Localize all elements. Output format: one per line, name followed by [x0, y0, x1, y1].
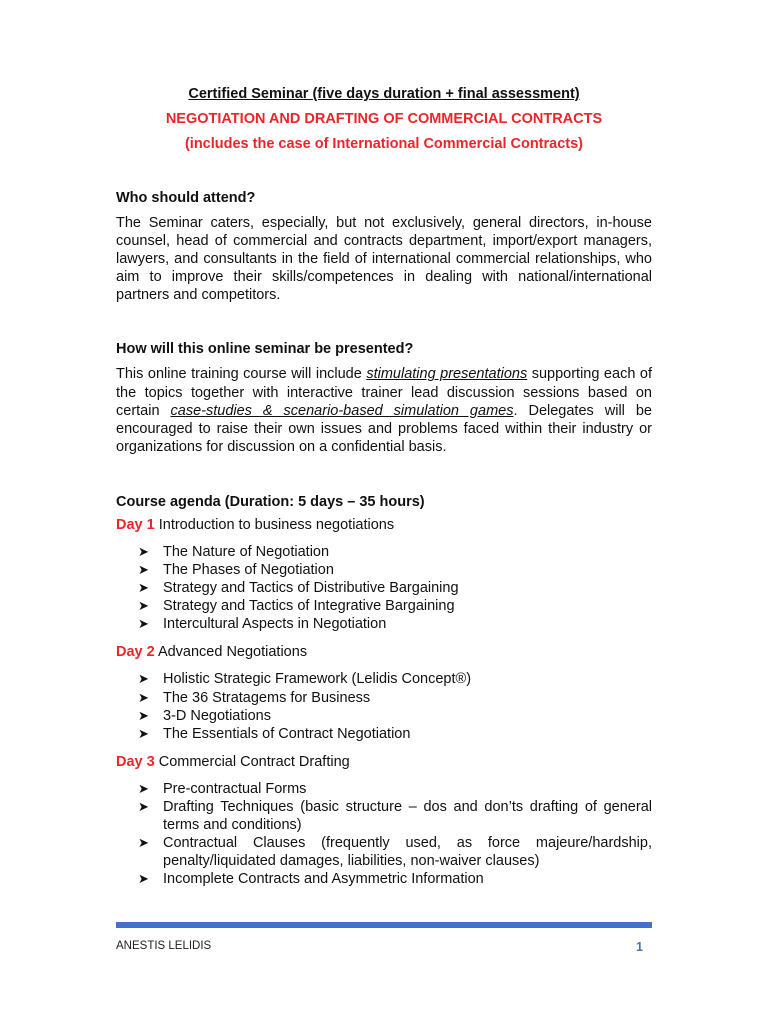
arrowhead-bullet-icon: ➤ [138, 671, 149, 687]
how-heading: How will this online seminar be presented? [116, 341, 414, 358]
day-title: Advanced Negotiations [157, 644, 308, 661]
arrowhead-bullet-icon: ➤ [138, 598, 149, 614]
day-title: Commercial Contract Drafting [158, 753, 350, 770]
list-item: ➤ The Nature of Negotiation [138, 543, 330, 560]
arrowhead-bullet-icon: ➤ [138, 689, 149, 705]
day-3-heading [116, 753, 652, 771]
list-item: ➤ Pre-contractual Forms [138, 780, 307, 797]
list-item: ➤ The Phases of Negotiation [138, 562, 334, 579]
emphasis-presentations: stimulating presentations [366, 366, 528, 383]
list-item: ➤ Holistic Strategic Framework (Lelidis Concept®) [138, 671, 472, 688]
day-3-list [116, 780, 652, 889]
day-2-list [116, 670, 652, 742]
list-item: ➤ Strategy and Tactics of Distributive Bargaining [138, 580, 459, 597]
emphasis-case-studies: case-studies & scenario-based simulation games [170, 402, 514, 419]
arrowhead-bullet-icon: ➤ [138, 543, 149, 559]
arrowhead-bullet-icon: ➤ [138, 562, 149, 578]
day-label: Day 1 [116, 516, 155, 533]
day-title: Introduction to business negotiations [158, 516, 395, 533]
arrowhead-bullet-icon: ➤ [138, 780, 149, 796]
list-item: ➤ Contractual Clauses (frequently used, as force majeure/hardship, penalty/liquidated damages, liabilities, non-waiver clauses) [138, 835, 652, 870]
arrowhead-bullet-icon: ➤ [138, 707, 149, 723]
arrowhead-bullet-icon: ➤ [138, 798, 149, 814]
list-item: ➤ Drafting Techniques (basic structure – dos and don’ts drafting of general terms and conditions) [138, 798, 652, 833]
arrowhead-bullet-icon: ➤ [138, 616, 149, 632]
agenda-heading: Course agenda (Duration: 5 days – 35 hours) [116, 493, 425, 510]
list-item: ➤ Incomplete Contracts and Asymmetric Information [138, 871, 484, 888]
list-item: ➤ 3-D Negotiations [138, 707, 271, 724]
day-1-list [116, 543, 652, 633]
arrowhead-bullet-icon: ➤ [138, 580, 149, 596]
day-1-heading [116, 516, 652, 534]
day-2-heading [116, 643, 652, 661]
document-body [116, 86, 652, 888]
footer-divider [116, 922, 652, 928]
page-number: 1 [636, 940, 643, 954]
list-item: ➤ Strategy and Tactics of Integrative Bargaining [138, 598, 455, 615]
list-item: ➤ The Essentials of Contract Negotiation [138, 725, 411, 742]
list-item: ➤ Intercultural Aspects in Negotiation [138, 616, 387, 633]
day-label: Day 2 [116, 644, 155, 661]
who-heading: Who should attend? [116, 190, 256, 206]
day-label: Day 3 [116, 753, 155, 770]
how-paragraph: This online training course will include stimulating presentations supporting each of the topics together with interactive trainer lead discussion sessions based on certain case-studies & scenario-based simulation games. Delegates will be encouraged to raise their own issues and problems faced within their industry or organizations for discussion on a confidential basis. [116, 366, 652, 455]
who-paragraph: The Seminar caters, especially, but not exclusively, general directors, in-house counsel, head of commercial and contracts department, import/export managers, lawyers, and consultants in the field of international commercial relationships, who aim to improve their skills/competences in dealing with national/international partners and competitors. [116, 215, 652, 304]
seminar-subtitle: (includes the case of International Commercial Contracts) [184, 136, 584, 152]
seminar-type-title: Certified Seminar (five days duration + final assessment) [188, 86, 580, 102]
arrowhead-bullet-icon: ➤ [138, 871, 149, 887]
seminar-main-title: NEGOTIATION AND DRAFTING OF COMMERCIAL CONTRACTS [165, 111, 603, 127]
arrowhead-bullet-icon: ➤ [138, 725, 149, 741]
list-item: ➤ The 36 Stratagems for Business [138, 689, 371, 706]
arrowhead-bullet-icon: ➤ [138, 835, 149, 851]
footer-author: ANESTIS LELIDIS [116, 940, 212, 952]
